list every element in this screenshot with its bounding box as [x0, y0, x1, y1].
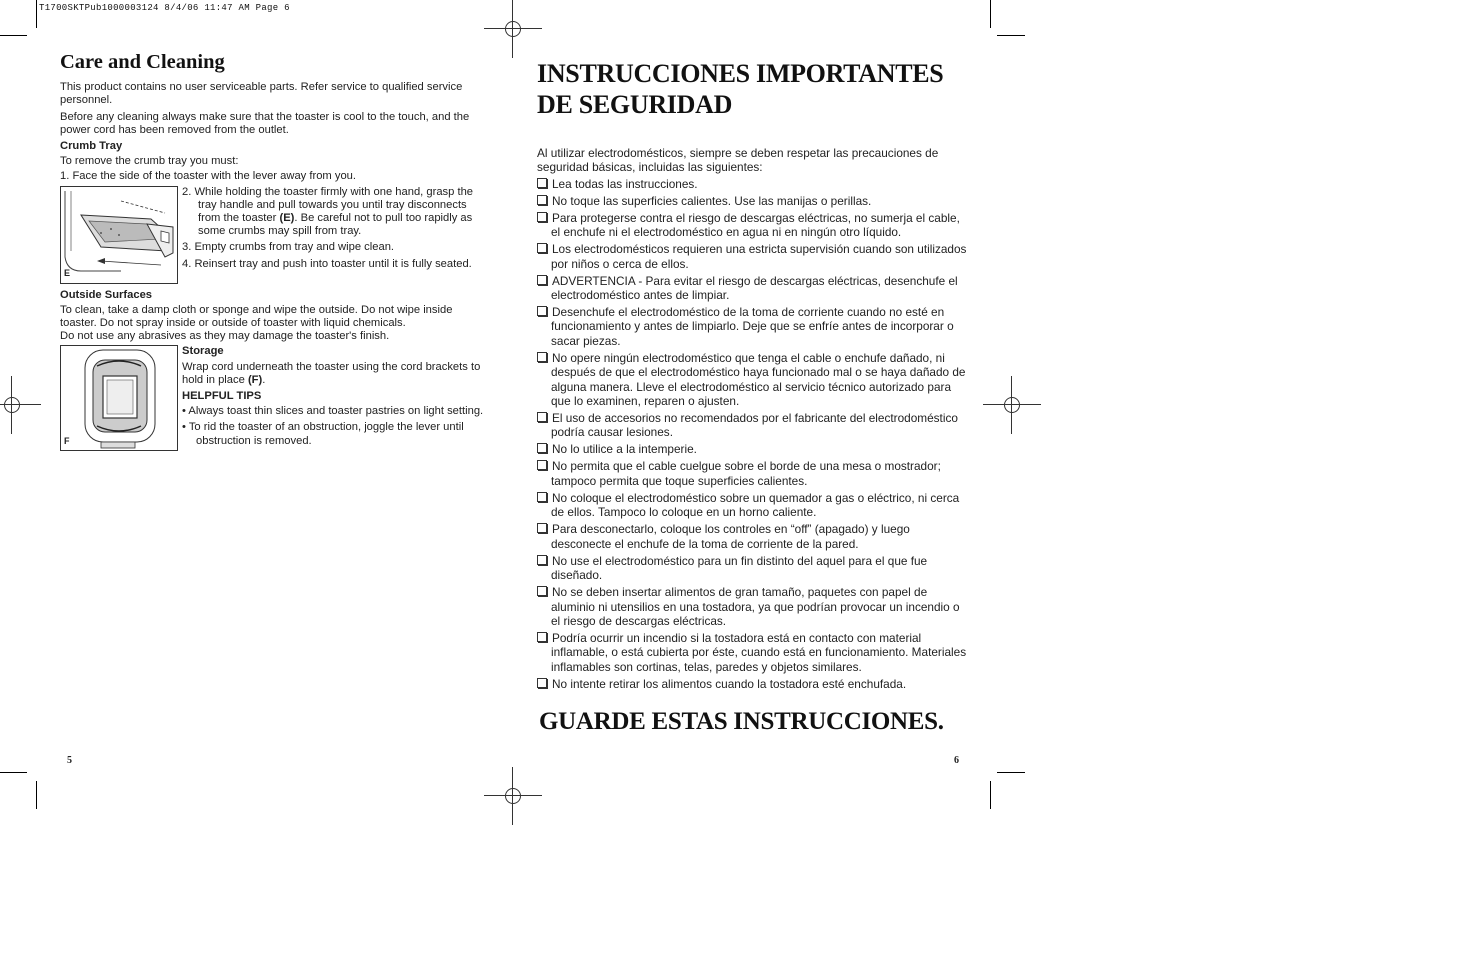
figure-f-label: F [64, 436, 70, 447]
safety-item-text: No se deben insertar alimentos de gran tamaño, paquetes con papel de aluminio ni utensilios en una tostadora, ya que podrían provocar un incendio o el riesgo de descargas eléctricas. [551, 585, 960, 628]
storage-text-end: . [262, 373, 266, 386]
tip-1: • Always toast thin slices and toaster pastries on light setting. [182, 405, 484, 418]
checkbox-icon [537, 412, 547, 422]
checkbox-icon [537, 632, 547, 642]
safety-item-text: Lea todas las instrucciones. [552, 176, 698, 191]
checkbox-icon [537, 555, 547, 565]
right-page [537, 58, 969, 694]
crop-mark [0, 772, 27, 773]
save-instructions-footer: GUARDE ESTAS INSTRUCCIONES. [539, 708, 944, 735]
registration-mark [484, 767, 542, 825]
checkbox-icon [537, 195, 547, 205]
safety-item-text: No permita que el cable cuelgue sobre el borde de una mesa o mostrador; tampoco permita que toque superficies calientes. [551, 459, 941, 488]
safety-item [537, 442, 969, 456]
safety-item-text: No lo utilice a la intemperie. [552, 442, 697, 457]
outside-surfaces-heading: Outside Surfaces [60, 288, 153, 301]
checkbox-icon [537, 212, 547, 222]
step-2-ref: (E) [279, 212, 295, 225]
safety-item-text: No intente retirar los alimentos cuando la tostadora esté enchufada. [552, 676, 907, 691]
safety-item [537, 351, 969, 409]
figure-f-storage [60, 345, 178, 451]
checkbox-icon [537, 306, 547, 316]
checkbox-icon [537, 275, 547, 285]
safety-item [537, 459, 969, 488]
safety-intro: Al utilizar electrodomésticos, siempre se deben respetar las precauciones de seguridad básicas, incluidas las siguientes: [537, 146, 939, 175]
crop-mark [0, 35, 27, 36]
registration-mark [0, 376, 41, 434]
storage-ref: (F) [247, 373, 263, 386]
crop-mark [997, 35, 1025, 36]
care-cleaning-heading: Care and Cleaning [60, 51, 225, 73]
checkbox-icon [537, 460, 547, 470]
outside-text: To clean, take a damp cloth or sponge and wipe the outside. Do not wipe inside toaster. Do not spray inside or outside of toaster with liquid chemicals. [60, 303, 453, 330]
page-number-left: 5 [67, 755, 72, 766]
cleaning-paragraph: Before any cleaning always make sure that the toaster is cool to the touch, and the power cord has been removed from the outlet. [60, 110, 470, 136]
safety-item-text: No toque las superficies calientes. Use las manijas o perillas. [552, 193, 872, 208]
safety-item-text: Los electrodomésticos requieren una estricta supervisión cuando son utilizados por niños o cerca de ellos. [551, 242, 967, 271]
safety-item-text: Desenchufe el electrodoméstico de la toma de corriente cuando no esté en funcionamiento y antes de limpiarlo. Deje que se enfríe antes de incorporar o sacar piezas. [551, 305, 954, 348]
safety-item [537, 585, 969, 628]
print-slug: T1700SKTPub1000003124 8/4/06 11:47 AM Page 6 [39, 3, 290, 13]
registration-mark [983, 376, 1041, 434]
storage-text-body: Wrap cord underneath the toaster using the cord brackets to hold in place [182, 360, 481, 386]
service-paragraph: This product contains no user serviceable parts. Refer service to qualified service personnel. [60, 81, 463, 107]
safety-item [537, 411, 969, 440]
safety-item-text: El uso de accesorios no recomendados por el fabricante del electrodoméstico podría causar lesiones. [551, 411, 958, 440]
safety-item [537, 677, 969, 691]
safety-title [537, 58, 969, 120]
step-3: 3. Empty crumbs from tray and wipe clean. [182, 241, 395, 254]
checkbox-icon [537, 492, 547, 502]
tip-2: • To rid the toaster of an obstruction, joggle the lever until obstruction is removed. [182, 421, 464, 447]
safety-item-text: Podría ocurrir un incendio si la tostadora está en contacto con material inflamable, o está cubierta por éste, cuando está en funcionamiento. Materiales inflamables son cortinas, telas, paredes y objetos similares. [551, 630, 967, 674]
crumb-tray-illustration [61, 187, 177, 283]
safety-item [537, 631, 969, 674]
step-4: 4. Reinsert tray and push into toaster until it is fully seated. [182, 257, 472, 270]
safety-item [537, 177, 969, 191]
safety-item-text: Para desconectarlo, coloque los controles en “off” (apagado) y luego desconecte el enchufe de la toma de corriente de la pared. [551, 522, 910, 551]
crop-mark [997, 772, 1025, 773]
safety-title-line-1: INSTRUCCIONES IMPORTANTES [537, 59, 944, 88]
crumb-tray-heading: Crumb Tray [60, 140, 123, 153]
figure-e-crumb-tray [60, 186, 178, 284]
step-2-text-end: . Be careful not to pull too rapidly as some crumbs may spill from tray. [198, 212, 473, 238]
registration-mark [484, 0, 542, 58]
step-1: 1. Face the side of the toaster with the lever away from you. [60, 170, 356, 183]
checkbox-icon [537, 243, 547, 253]
safety-item [537, 274, 969, 303]
checkbox-icon [537, 178, 547, 188]
safety-item-text: ADVERTENCIA - Para evitar el riesgo de descargas eléctricas, desenchufe el electrodoméstico antes de limpiar. [551, 273, 958, 303]
safety-item [537, 242, 969, 271]
safety-item [537, 211, 969, 240]
crop-mark [990, 0, 991, 28]
checkbox-icon [537, 523, 547, 533]
safety-item-text: No coloque el electrodoméstico sobre un quemador a gas o eléctrico, ni cerca de ellos. Tampoco lo coloque en un horno caliente. [551, 490, 960, 520]
checkbox-icon [537, 586, 547, 596]
safety-item-text: No use el electrodoméstico para un fin distinto del aquel para el que fue diseñado. [551, 553, 928, 583]
storage-text [182, 361, 492, 387]
checkbox-icon [537, 678, 547, 688]
crop-mark [36, 781, 37, 809]
crumb-intro: To remove the crumb tray you must: [60, 155, 239, 168]
outside-text-2: Do not use any abrasives as they may damage the toaster's finish. [60, 330, 390, 343]
safety-title-line-2: DE SEGURIDAD [537, 90, 733, 119]
left-page [60, 51, 492, 451]
figure-e-label: E [64, 268, 71, 279]
safety-item-text: Para protegerse contra el riesgo de descargas eléctricas, no sumerja el cable, el enchufe ni el electrodoméstico en agua ni en ningún otro líquido. [551, 210, 960, 240]
safety-item [537, 194, 969, 208]
page-number-right: 6 [954, 755, 959, 766]
crop-mark [990, 781, 991, 809]
step-2 [182, 186, 492, 239]
checkbox-icon [537, 443, 547, 453]
safety-list [537, 177, 969, 691]
safety-item [537, 522, 969, 551]
safety-item [537, 305, 969, 348]
checkbox-icon [537, 352, 547, 362]
safety-item [537, 554, 969, 583]
storage-illustration [61, 346, 177, 450]
crop-mark [36, 0, 37, 28]
helpful-tips-heading: HELPFUL TIPS [182, 390, 262, 403]
storage-heading: Storage [182, 345, 224, 358]
step-2-text: 2. While holding the toaster firmly with one hand, grasp the tray handle and pull towards you until tray disconnects from the toaster [182, 185, 474, 225]
safety-item-text: No opere ningún electrodoméstico que tenga el cable o enchufe dañado, ni después de que el electrodoméstico haya funcionado mal o se haya dañado de alguna manera. Lleve el electrodoméstico al servicio técnico autorizado para que lo examinen, reparen o ajusten. [551, 350, 966, 409]
safety-item [537, 491, 969, 520]
